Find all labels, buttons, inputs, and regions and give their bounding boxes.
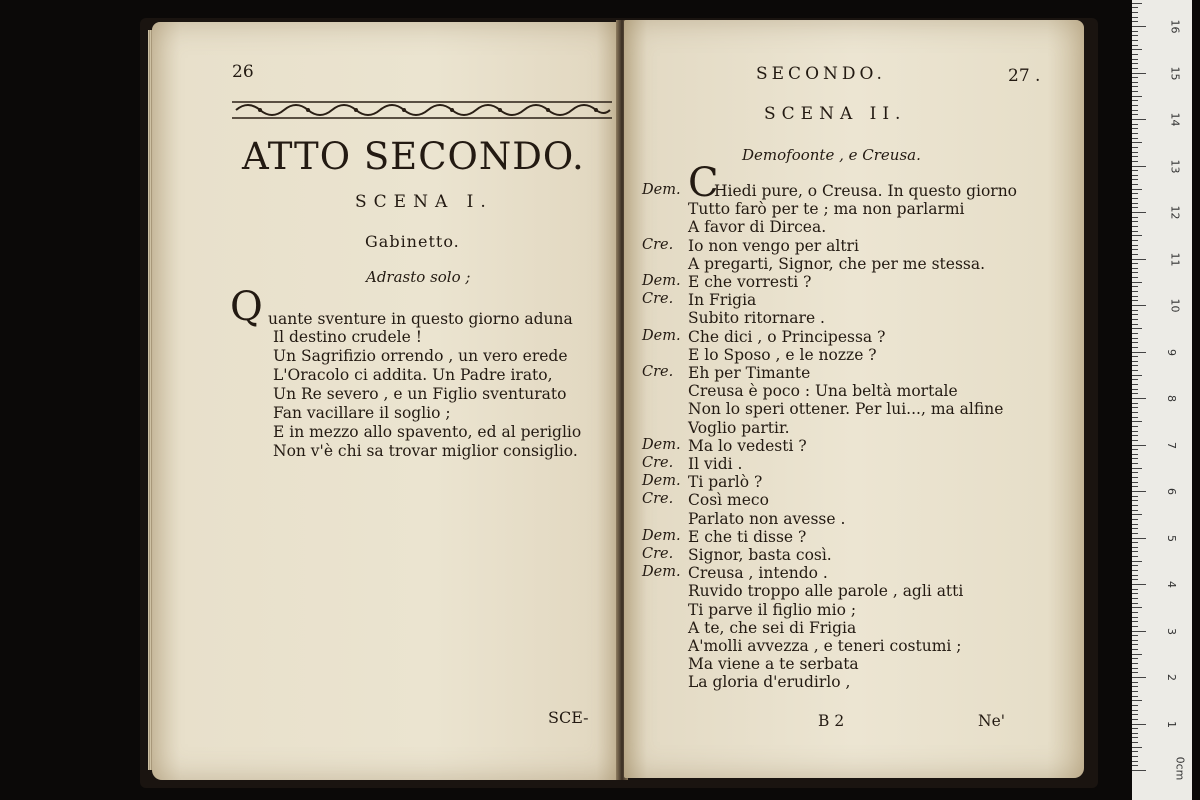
ruler-tick (1132, 333, 1138, 334)
ruler-tick (1132, 305, 1146, 306)
signature-mark: B 2 (818, 712, 845, 730)
ruler-tick (1132, 282, 1142, 283)
ruler-tick (1132, 259, 1146, 260)
ruler-tick (1132, 128, 1138, 129)
ruler-tick (1132, 440, 1138, 441)
ruler-tick (1132, 700, 1142, 701)
ruler-tick (1132, 491, 1146, 492)
measuring-ruler (1132, 0, 1192, 800)
dialogue-line: E lo Sposo , e le nozze ? (688, 345, 877, 364)
ruler-unit-label: 0cm (1173, 756, 1187, 781)
ruler-tick (1132, 770, 1146, 771)
ruler-tick (1132, 417, 1138, 418)
ruler-tick (1132, 542, 1138, 543)
ruler-tick (1132, 556, 1138, 557)
stage-direction: Adrasto solo ; (366, 268, 471, 286)
ruler-tick (1132, 347, 1138, 348)
dialogue-line: E che ti disse ? (688, 527, 807, 546)
ruler-tick (1132, 324, 1138, 325)
ruler-tick (1132, 314, 1138, 315)
ruler-tick (1132, 68, 1138, 69)
ruler-tick (1132, 133, 1138, 134)
ruler-tick (1132, 226, 1138, 227)
ruler-tick (1132, 482, 1138, 483)
ruler-tick (1132, 468, 1142, 469)
ruler-tick (1132, 263, 1138, 264)
ruler-tick (1132, 212, 1146, 213)
ruler-tick (1132, 156, 1138, 157)
ruler-tick (1132, 528, 1138, 529)
speaker-label: Cre. (642, 546, 674, 562)
ruler-number: 4 (1165, 581, 1178, 588)
ruler-tick (1132, 77, 1138, 78)
ruler-tick (1132, 682, 1138, 683)
ruler-tick (1132, 607, 1142, 608)
ruler-tick (1132, 677, 1146, 678)
ruler-tick (1132, 184, 1138, 185)
ruler-tick (1132, 179, 1138, 180)
ruler-tick (1132, 691, 1138, 692)
ruler-tick (1132, 193, 1138, 194)
ruler-tick (1132, 338, 1138, 339)
ruler-tick (1132, 626, 1138, 627)
ruler-tick (1132, 686, 1138, 687)
ruler-number: 14 (1168, 112, 1182, 127)
ruler-tick (1132, 198, 1138, 199)
ruler-tick (1132, 621, 1138, 622)
ruler-tick (1132, 533, 1138, 534)
ruler-tick (1132, 189, 1142, 190)
ruler-tick (1132, 431, 1138, 432)
ruler-tick (1132, 114, 1138, 115)
dialogue-line: Che dici , o Principessa ? (688, 327, 886, 346)
ruler-tick (1132, 35, 1138, 36)
ruler-tick (1132, 245, 1138, 246)
ruler-tick (1132, 170, 1138, 171)
drop-cap: C (688, 160, 719, 206)
ruler-tick (1132, 519, 1138, 520)
verse-line: Non v'è chi sa trovar miglior consiglio. (273, 442, 578, 460)
ruler-number: 1 (1165, 720, 1178, 728)
ruler-tick (1132, 398, 1146, 399)
ruler-number: 5 (1165, 534, 1178, 542)
ruler-tick (1132, 63, 1138, 64)
ruler-tick (1132, 286, 1138, 287)
ruler-tick (1132, 138, 1138, 139)
ruler-tick (1132, 458, 1138, 459)
ornamental-border (232, 98, 612, 122)
ruler-tick (1132, 393, 1138, 394)
ruler-number: 7 (1165, 441, 1178, 449)
ruler-tick (1132, 635, 1138, 636)
dialogue-line: Io non vengo per altri (688, 236, 859, 255)
ruler-tick (1132, 254, 1138, 255)
scene-label: SCENA I. (355, 192, 493, 212)
ruler-tick (1132, 742, 1138, 743)
ruler-tick (1132, 356, 1138, 357)
ruler-tick (1132, 728, 1138, 729)
ruler-tick (1132, 365, 1138, 366)
ruler-number: 15 (1168, 66, 1182, 80)
dialogue-line: Hiedi pure, o Creusa. In questo giorno (714, 182, 1018, 200)
dialogue-line: E che vorresti ? (688, 273, 812, 291)
catchword: SCE- (548, 708, 589, 727)
ruler-tick (1132, 49, 1142, 50)
act-title: ATTO SECONDO. (242, 135, 585, 178)
ruler-tick (1132, 445, 1146, 446)
ruler-tick (1132, 658, 1138, 659)
ruler-tick (1132, 524, 1138, 525)
ruler-tick (1132, 300, 1138, 301)
ruler-tick (1132, 747, 1142, 748)
dialogue-line: Ti parve il figlio mio ; (688, 600, 857, 619)
ruler-tick (1132, 696, 1138, 697)
ruler-tick (1132, 579, 1138, 580)
ruler-tick (1132, 538, 1146, 539)
speaker-label: Dem. (642, 436, 681, 453)
speaker-label: Dem. (642, 527, 681, 544)
ruler-tick (1132, 761, 1138, 762)
ruler-tick (1132, 589, 1138, 590)
ruler-number: 10 (1168, 298, 1182, 313)
dialogue-line: A favor di Dircea. (688, 218, 827, 237)
ruler-tick (1132, 644, 1138, 645)
ruler-tick (1132, 231, 1138, 232)
dialogue-line: Tutto farò per te ; ma non parlarmi (688, 200, 965, 219)
speaker-label: Dem. (642, 273, 681, 289)
ruler-tick (1132, 291, 1138, 292)
ruler-tick (1132, 426, 1138, 427)
ruler-tick (1132, 3, 1142, 4)
ruler-tick (1132, 110, 1138, 111)
verse-line: uante sventure in questo giorno aduna (268, 310, 573, 328)
ruler-tick (1132, 82, 1138, 83)
speaker-label: Dem. (642, 182, 681, 198)
ruler-tick (1132, 505, 1138, 506)
right-page-number: 27 . (1008, 66, 1041, 86)
catchword: Ne' (978, 712, 1005, 730)
ruler-tick (1132, 86, 1138, 87)
ruler-tick (1132, 421, 1142, 422)
verse-line: Fan vacillare il soglio ; (273, 404, 451, 422)
ruler-tick (1132, 389, 1138, 390)
speaker-label: Cre. (642, 364, 674, 380)
ruler-tick (1132, 105, 1138, 106)
ruler-tick (1132, 617, 1138, 618)
dialogue-line: Ma lo vedesti ? (688, 436, 807, 455)
ruler-tick (1132, 486, 1138, 487)
verse-line: L'Oracolo ci addita. Un Padre irato, (273, 366, 553, 384)
scene-label: SCENA II. (764, 104, 907, 124)
dialogue-line: Creusa è poco : Una beltà mortale (688, 382, 958, 401)
dialogue-line: Il vidi . (688, 455, 743, 473)
ruler-tick (1132, 235, 1142, 236)
setting-label: Gabinetto. (365, 232, 460, 251)
ruler-number: 11 (1168, 252, 1182, 266)
ruler-tick (1132, 454, 1138, 455)
ruler-tick (1132, 649, 1138, 650)
ruler-tick (1132, 203, 1138, 204)
characters-label: Demofoonte , e Creusa. (742, 146, 921, 164)
ruler-tick (1132, 435, 1138, 436)
speaker-label: Dem. (642, 564, 681, 581)
ruler-tick (1132, 124, 1138, 125)
dialogue-line: Signor, basta così. (688, 546, 832, 564)
ruler-tick (1132, 175, 1138, 176)
ruler-tick (1132, 268, 1138, 269)
ruler-tick (1132, 510, 1138, 511)
ruler-tick (1132, 91, 1138, 92)
ruler-number: 8 (1165, 395, 1178, 402)
ruler-tick (1132, 100, 1138, 101)
ruler-tick (1132, 765, 1138, 766)
dialogue-line: A'molli avvezza , e teneri costumi ; (688, 637, 962, 655)
ruler-tick (1132, 612, 1138, 613)
ruler-tick (1132, 21, 1138, 22)
ruler-tick (1132, 407, 1138, 408)
speaker-label: Cre. (642, 455, 674, 471)
ruler-tick (1132, 719, 1138, 720)
ruler-tick (1132, 654, 1142, 655)
ruler-tick (1132, 73, 1146, 74)
ruler-tick (1132, 296, 1138, 297)
speaker-label: Cre. (642, 236, 674, 253)
dialogue-line: Ti parlò ? (688, 473, 763, 492)
ruler-tick (1132, 272, 1138, 273)
ruler-tick (1132, 217, 1138, 218)
speaker-label: Cre. (642, 491, 674, 508)
dialogue-line: Così meco (688, 491, 769, 510)
ruler-tick (1132, 7, 1138, 8)
speaker-label: Dem. (642, 327, 681, 344)
ruler-tick (1132, 575, 1138, 576)
verse-line: Un Re severo , e un Figlio sventurato (273, 385, 567, 403)
dialogue-line: Voglio partir. (688, 418, 790, 437)
ruler-tick (1132, 733, 1138, 734)
ruler-tick (1132, 584, 1146, 585)
ruler-tick (1132, 477, 1138, 478)
verse-line: Il destino crudele ! (273, 328, 422, 346)
ruler-number: 2 (1165, 674, 1178, 681)
dialogue-line: Creusa , intendo . (688, 564, 828, 583)
ruler-tick (1132, 249, 1138, 250)
ruler-tick (1132, 45, 1138, 46)
ruler-tick (1132, 31, 1138, 32)
dialogue-line: In Frigia (688, 291, 757, 310)
ruler-tick (1132, 472, 1138, 473)
ruler-tick (1132, 724, 1146, 725)
ruler-tick (1132, 12, 1138, 13)
ruler-tick (1132, 756, 1138, 757)
ruler-number: 16 (1168, 19, 1182, 34)
ruler-tick (1132, 714, 1138, 715)
ruler-tick (1132, 352, 1146, 353)
ruler-tick (1132, 361, 1138, 362)
ruler-tick (1132, 547, 1138, 548)
dialogue-line: Subito ritornare . (688, 309, 825, 328)
ruler-number: 13 (1168, 159, 1182, 173)
ruler-number: 12 (1168, 205, 1182, 220)
ruler-tick (1132, 500, 1138, 501)
dialogue-line: Non lo speri ottener. Per lui..., ma alfine (688, 400, 1004, 419)
ruler-tick (1132, 40, 1138, 41)
ruler-tick (1132, 640, 1138, 641)
ruler-tick (1132, 152, 1138, 153)
verse-line: Un Sagrifizio orrendo , un vero erede (273, 347, 568, 365)
ruler-tick (1132, 496, 1138, 497)
ruler-tick (1132, 240, 1138, 241)
speaker-label: Dem. (642, 473, 681, 490)
ruler-number: 9 (1165, 348, 1178, 356)
ruler-tick (1132, 570, 1138, 571)
ruler-tick (1132, 737, 1138, 738)
running-head: SECONDO. (756, 64, 886, 84)
ruler-tick (1132, 672, 1138, 673)
ruler-tick (1132, 710, 1138, 711)
ruler-tick (1132, 119, 1146, 120)
ruler-tick (1132, 319, 1138, 320)
dialogue-line: La gloria d'erudirlo , (688, 673, 851, 692)
ruler-tick (1132, 663, 1138, 664)
ruler-tick (1132, 96, 1142, 97)
ruler-tick (1132, 161, 1138, 162)
ruler-tick (1132, 370, 1138, 371)
ruler-tick (1132, 375, 1142, 376)
ruler-tick (1132, 221, 1138, 222)
ruler-tick (1132, 449, 1138, 450)
ruler-tick (1132, 328, 1142, 329)
ruler-tick (1132, 147, 1138, 148)
left-page-number: 26 (232, 62, 254, 82)
dialogue-line: Ma viene a te serbata (688, 655, 859, 674)
ruler-tick (1132, 26, 1146, 27)
ruler-tick (1132, 705, 1138, 706)
ruler-tick (1132, 17, 1138, 18)
ruler-tick (1132, 551, 1138, 552)
ruler-tick (1132, 598, 1138, 599)
drop-cap: Q (230, 284, 263, 330)
dialogue-line: Parlato non avesse . (688, 509, 846, 528)
ruler-tick (1132, 207, 1138, 208)
ruler-number: 3 (1165, 627, 1178, 635)
ruler-number: 6 (1165, 488, 1178, 495)
ruler-tick (1132, 342, 1138, 343)
ruler-tick (1132, 593, 1138, 594)
ruler-tick (1132, 142, 1142, 143)
dialogue-line: A te, che sei di Frigia (688, 618, 857, 637)
ruler-tick (1132, 277, 1138, 278)
ruler-tick (1132, 463, 1138, 464)
ruler-tick (1132, 514, 1142, 515)
dialogue-line: A pregarti, Signor, che per me stessa. (688, 254, 986, 273)
ruler-tick (1132, 379, 1138, 380)
ruler-tick (1132, 384, 1138, 385)
ruler-tick (1132, 54, 1138, 55)
speaker-label: Cre. (642, 291, 674, 308)
ruler-tick (1132, 603, 1138, 604)
ruler-tick (1132, 310, 1138, 311)
ruler-tick (1132, 751, 1138, 752)
ruler-tick (1132, 403, 1138, 404)
ruler-tick (1132, 668, 1138, 669)
ruler-tick (1132, 565, 1138, 566)
ruler-tick (1132, 59, 1138, 60)
ruler-tick (1132, 631, 1146, 632)
dialogue-line: Eh per Timante (688, 364, 811, 382)
ruler-tick (1132, 412, 1138, 413)
ruler-tick (1132, 166, 1146, 167)
verse-line: E in mezzo allo spavento, ed al periglio (273, 423, 582, 441)
ruler-tick (1132, 561, 1142, 562)
dialogue-line: Ruvido troppo alle parole , agli atti (688, 582, 964, 601)
